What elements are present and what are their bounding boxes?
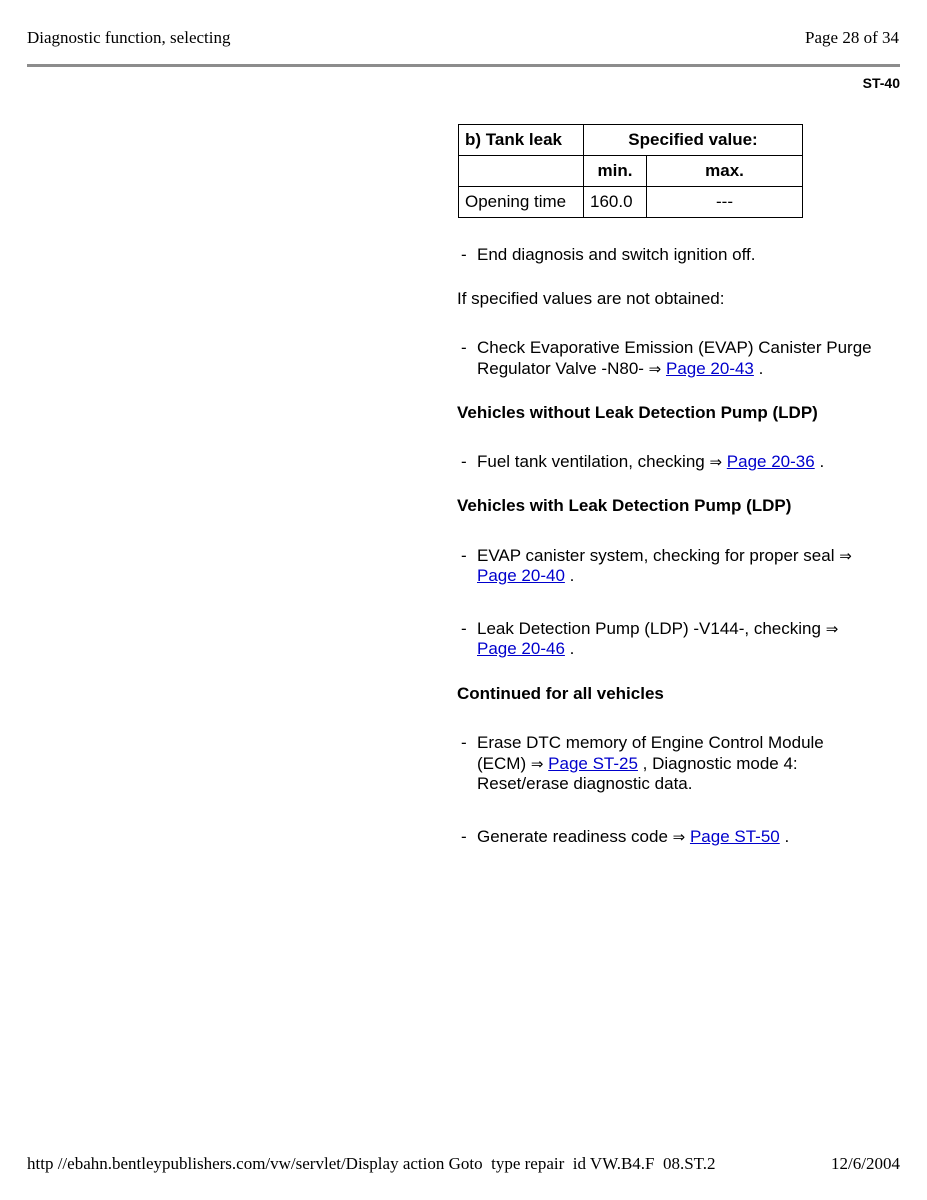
table-header-min: min.	[584, 156, 647, 187]
page-link-st-50[interactable]: Page ST-50	[689, 826, 780, 846]
item-text: Check Evaporative Emission (EVAP) Canister Purge Regulator Valve -N80-	[477, 338, 872, 378]
page-footer	[27, 1154, 900, 1174]
bullet-dash: -	[461, 826, 467, 846]
list-item	[457, 619, 877, 660]
table-row	[459, 125, 803, 156]
section-heading: Continued for all vehicles	[457, 683, 664, 703]
table-cell-label: Opening time	[459, 187, 584, 218]
arrow-icon: ⇒	[825, 619, 839, 638]
arrow-icon: ⇒	[672, 827, 686, 846]
table-row	[459, 187, 803, 218]
bullet-dash: -	[461, 733, 467, 752]
table-row	[459, 156, 803, 187]
list-item	[457, 338, 877, 379]
arrow-icon: ⇒	[709, 452, 723, 471]
bullet-dash: -	[461, 618, 467, 638]
item-text: EVAP canister system, checking for proper seal	[477, 545, 835, 565]
specification-table	[458, 124, 803, 218]
table-header-max: max.	[647, 156, 803, 187]
page-header-title: Diagnostic function, selecting	[27, 28, 231, 47]
item-text: Erase DTC memory of Engine Control Module (ECM)	[477, 733, 824, 773]
item-period: .	[758, 358, 764, 378]
item-period: .	[784, 826, 790, 846]
bullet-dash: -	[461, 338, 467, 357]
header-divider	[27, 64, 900, 67]
page-link-st-25[interactable]: Page ST-25	[548, 753, 638, 773]
page-link-20-43[interactable]: Page 20-43	[665, 358, 754, 378]
list-item	[457, 733, 877, 795]
bullet-dash: -	[461, 451, 467, 471]
item-text: Generate readiness code	[477, 826, 668, 846]
item-text: Leak Detection Pump (LDP) -V144-, checking	[477, 618, 821, 638]
list-item	[457, 452, 877, 473]
page-link-20-36[interactable]: Page 20-36	[726, 451, 815, 471]
table-header-test: b) Tank leak	[459, 125, 584, 156]
list-item	[457, 827, 877, 848]
item-period: .	[569, 639, 575, 658]
arrow-icon: ⇒	[839, 546, 852, 565]
item-text: End diagnosis and switch ignition off.	[477, 245, 756, 264]
item-text-continued: , Diagnostic mode 4: Reset/erase diagnostic data.	[477, 753, 798, 793]
page-number: Page 28 of 34	[805, 28, 899, 47]
list-item	[457, 245, 877, 266]
document-code: ST-40	[862, 75, 900, 91]
page-link-20-40[interactable]: Page 20-40	[477, 566, 565, 585]
footer-url: http //ebahn.bentleypublishers.com/vw/servlet/Display action Goto type repair id VW.B4.F 08.ST.2	[27, 1154, 716, 1173]
item-period: .	[819, 451, 825, 471]
list-item	[457, 546, 877, 587]
main-content	[457, 124, 877, 847]
section-heading: Vehicles with Leak Detection Pump (LDP)	[457, 496, 792, 515]
table-cell-max: ---	[647, 187, 803, 218]
arrow-icon: ⇒	[530, 754, 544, 773]
table-cell-min: 160.0	[584, 187, 647, 218]
arrow-icon: ⇒	[648, 359, 662, 378]
bullet-dash: -	[461, 545, 467, 565]
table-cell-empty	[459, 156, 584, 187]
table-header-specified: Specified value:	[584, 125, 803, 156]
page-link-20-46[interactable]: Page 20-46	[477, 639, 565, 658]
footer-date: 12/6/2004	[831, 1154, 900, 1173]
note-text: If specified values are not obtained:	[457, 288, 725, 308]
section-heading: Vehicles without Leak Detection Pump (LDP)	[457, 403, 818, 422]
item-period: .	[569, 566, 575, 585]
item-text: Fuel tank ventilation, checking	[477, 451, 705, 471]
bullet-dash: -	[461, 245, 467, 264]
